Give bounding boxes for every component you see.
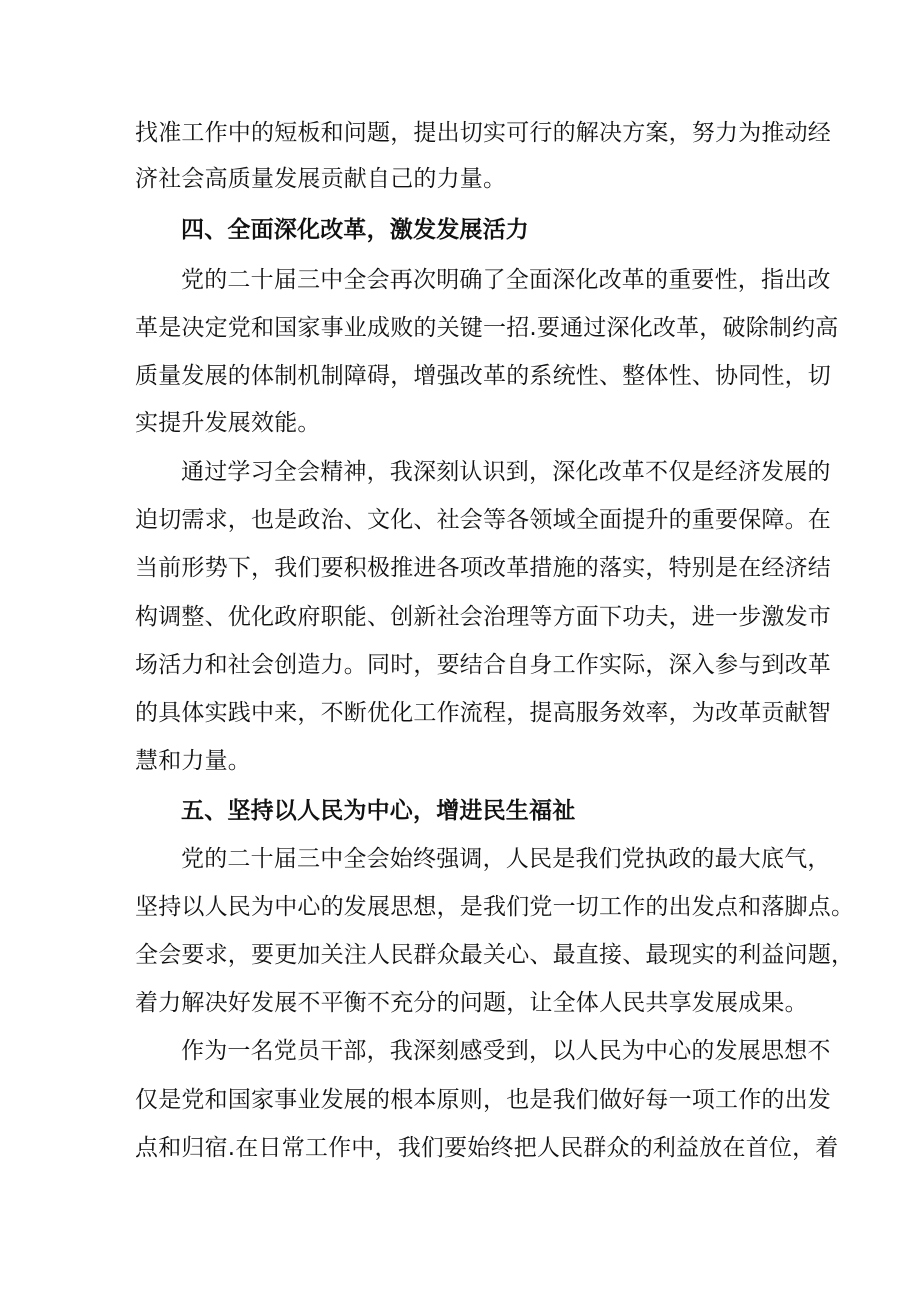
body-text-line: 质量发展的体制机制障碍，增强改革的系统性、整体性、协同性，切 [135, 363, 831, 389]
paragraph-start-line: 党的二十届三中全会始终强调，人民是我们党执政的最大底气， [181, 846, 831, 872]
paragraph-start-line: 作为一名党员干部，我深刻感受到，以人民为中心的发展思想不 [181, 1038, 831, 1064]
body-text-line: 的具体实践中来，不断优化工作流程，提高服务效率，为改革贡献智 [135, 700, 831, 726]
body-text-line: 点和归宿.在日常工作中，我们要始终把人民群众的利益放在首位，着 [135, 1135, 839, 1161]
section-heading-4: 四、全面深化改革，激发发展活力 [181, 217, 529, 243]
body-text-line: 着力解决好发展不平衡不充分的问题，让全体人民共享发展成果。 [135, 990, 808, 1016]
body-text-line: 慧和力量。 [135, 748, 251, 774]
body-text-line: 找准工作中的短板和问题，提出切实可行的解决方案，努力为推动经 [135, 120, 831, 146]
body-text-line: 济社会高质量发展贡献自己的力量。 [135, 166, 507, 192]
paragraph-start-line: 通过学习全会精神，我深刻认识到，深化改革不仅是经济发展的 [181, 459, 831, 485]
body-text-line: 构调整、优化政府职能、创新社会治理等方面下功夫，进一步激发市 [135, 604, 831, 630]
body-text-line: 实提升发展效能。 [135, 410, 321, 436]
body-text-line: 全会要求，要更加关注人民群众最关心、最直接、最现实的利益问题， [135, 942, 855, 968]
body-text-line: 当前形势下，我们要积极推进各项改革措施的落实，特别是在经济结 [135, 555, 831, 581]
body-text-line: 场活力和社会创造力。同时，要结合自身工作实际，深入参与到改革 [135, 652, 831, 678]
body-text-line: 坚持以人民为中心的发展思想，是我们党一切工作的出发点和落脚点。 [135, 894, 855, 920]
body-text-line: 迫切需求，也是政治、文化、社会等各领域全面提升的重要保障。在 [135, 507, 831, 533]
body-text-line: 革是决定党和国家事业成败的关键一招.要通过深化改革，破除制约高 [135, 315, 839, 341]
body-text-line: 仅是党和国家事业发展的根本原则，也是我们做好每一项工作的出发 [135, 1087, 831, 1113]
paragraph-start-line: 党的二十届三中全会再次明确了全面深化改革的重要性，指出改 [181, 267, 831, 293]
section-heading-5: 五、坚持以人民为中心，增进民生福祉 [181, 798, 576, 824]
